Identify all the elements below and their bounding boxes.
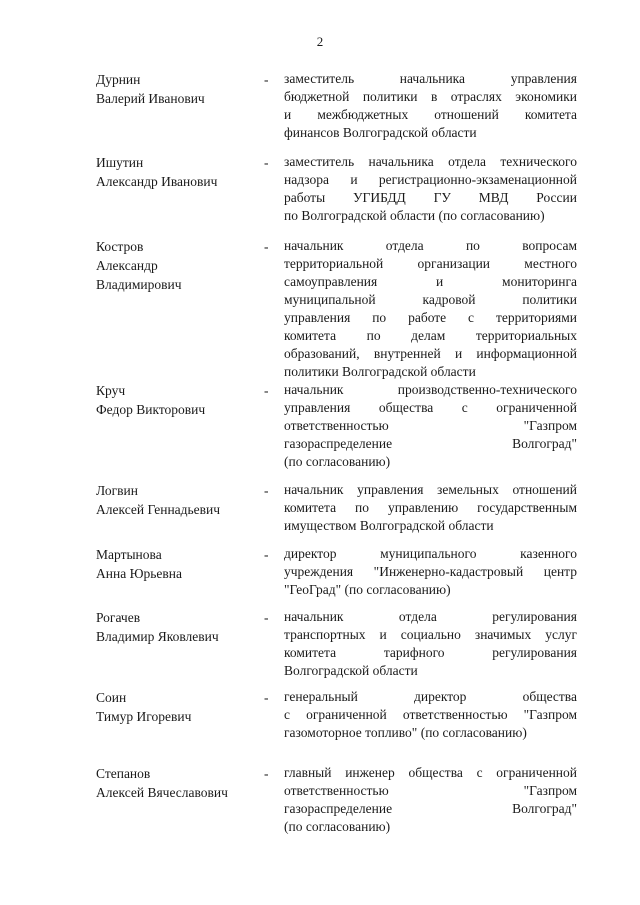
member-name <box>96 381 256 419</box>
member-position-line: Волгоградской области <box>284 663 418 678</box>
member-position-line: газомоторное топливо" (по согласованию) <box>284 725 527 740</box>
member-position-line: ответственностью "Газпром <box>284 783 577 798</box>
member-position-line: муниципальной кадровой политики <box>284 292 577 307</box>
member-dash: - <box>264 155 269 170</box>
member-name-line: Мартынова <box>96 547 162 562</box>
member-position-line: (по согласованию) <box>284 454 391 469</box>
member-position-line: комитета по управлению государственным <box>284 500 577 515</box>
member-name <box>96 764 256 802</box>
member-name <box>96 545 256 583</box>
member-name-line: Алексей Вячеславович <box>96 785 228 800</box>
member-position <box>284 237 577 381</box>
member-position-line: территориальной организации местного <box>284 256 577 271</box>
member-dash: - <box>264 72 269 87</box>
member-position-line: учреждения "Инженерно-кадастровый центр <box>284 564 577 579</box>
member-name-line: Дурнин <box>96 72 141 87</box>
member-position-line: газораспределение Волгоград" <box>284 801 577 816</box>
member-position-line: работы УГИБДД ГУ МВД России <box>284 190 577 205</box>
member-dash: - <box>264 239 269 254</box>
member-position-line: ответственностью "Газпром <box>284 418 577 433</box>
member-position-line: управления общества с ограниченной <box>284 400 577 415</box>
member-dash: - <box>264 383 269 398</box>
member-dash: - <box>264 690 269 705</box>
member-name <box>96 70 256 108</box>
member-position-line: заместитель начальника отдела технического <box>284 154 577 169</box>
member-position-line: имуществом Волгоградской области <box>284 518 494 533</box>
member-name-line: Владимирович <box>96 277 182 292</box>
member-name-line: Валерий Иванович <box>96 91 205 106</box>
member-position-line: заместитель начальника управления <box>284 71 577 86</box>
member-dash: - <box>264 766 269 781</box>
member-position <box>284 764 577 836</box>
member-name-line: Тимур Игоревич <box>96 709 192 724</box>
member-position-line: управления по работе с территориями <box>284 310 577 325</box>
member-name <box>96 608 256 646</box>
member-dash: - <box>264 547 269 562</box>
member-name-line: Соин <box>96 690 127 705</box>
member-name-line: Алексей Геннадьевич <box>96 502 221 517</box>
member-position-line: с ограниченной ответственностью "Газпром <box>284 707 577 722</box>
member-position-line: газораспределение Волгоград" <box>284 436 577 451</box>
member-position-line: транспортных и социально значимых услуг <box>284 627 577 642</box>
page-number: 2 <box>316 34 324 49</box>
member-name <box>96 481 256 519</box>
member-position-line: начальник отдела по вопросам <box>284 238 577 253</box>
member-position-line: директор муниципального казенного <box>284 546 577 561</box>
member-position <box>284 481 577 535</box>
member-name-line: Логвин <box>96 483 138 498</box>
member-name-line: Степанов <box>96 766 151 781</box>
member-position-line: "ГеоГрад" (по согласованию) <box>284 582 451 597</box>
member-position-line: самоуправления и мониторинга <box>284 274 577 289</box>
member-name <box>96 237 256 294</box>
member-position <box>284 608 577 680</box>
member-position-line: начальник отдела регулирования <box>284 609 577 624</box>
member-name-line: Рогачев <box>96 610 141 625</box>
member-position-line: надзора и регистрационно-экзаменационной <box>284 172 577 187</box>
member-position-line: финансов Волгоградской области <box>284 125 477 140</box>
member-name-line: Круч <box>96 383 126 398</box>
member-position-line: главный инженер общества с ограниченной <box>284 765 577 780</box>
member-position-line: комитета по делам территориальных <box>284 328 577 343</box>
member-name-line: Костров <box>96 239 144 254</box>
member-position-line: генеральный директор общества <box>284 689 577 704</box>
member-name-line: Владимир Яковлевич <box>96 629 219 644</box>
member-position-line: и межбюджетных отношений комитета <box>284 107 577 122</box>
member-name <box>96 153 256 191</box>
member-position <box>284 545 577 599</box>
member-position-line: по Волгоградской области (по согласованию) <box>284 208 545 223</box>
member-position-line: политики Волгоградской области <box>284 364 476 379</box>
member-name-line: Ишутин <box>96 155 144 170</box>
member-position <box>284 153 577 225</box>
member-position <box>284 70 577 142</box>
member-position-line: (по согласованию) <box>284 819 391 834</box>
member-dash: - <box>264 483 269 498</box>
member-position-line: начальник управления земельных отношений <box>284 482 577 497</box>
member-position-line: бюджетной политики в отраслях экономики <box>284 89 577 104</box>
member-position <box>284 688 577 742</box>
member-position <box>284 381 577 471</box>
member-position-line: образований, внутренней и информационной <box>284 346 577 361</box>
member-name <box>96 688 256 726</box>
member-name-line: Федор Викторович <box>96 402 206 417</box>
member-dash: - <box>264 610 269 625</box>
member-position-line: начальник производственно-технического <box>284 382 577 397</box>
member-position-line: комитета тарифного регулирования <box>284 645 577 660</box>
member-name-line: Александр Иванович <box>96 174 218 189</box>
member-name-line: Анна Юрьевна <box>96 566 182 581</box>
member-name-line: Александр <box>96 258 158 273</box>
